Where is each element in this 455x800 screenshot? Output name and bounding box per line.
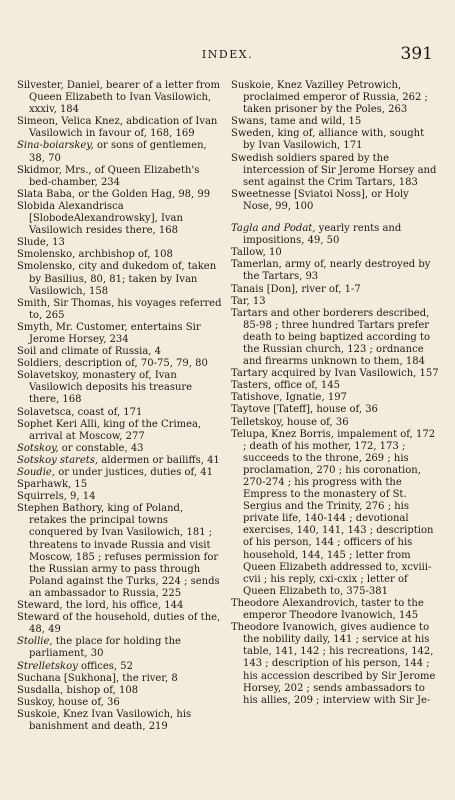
- entry-text: Squirrels, 9, 14: [17, 491, 96, 503]
- index-entry: [17, 685, 222, 697]
- entry-text: Slobida Alexandrisca [SlobodeAlexandrowsky], Ivan Vasilowich resides there, 168: [17, 200, 183, 237]
- entry-text: the place for holding the parliament, 30: [29, 636, 181, 660]
- entry-text: Smolensko, city and dukedom of, taken by Basilius, 80, 81; taken by Ivan Vasilowich, 158: [17, 261, 217, 297]
- entry-text: Swedish soldiers spared by the intercession of Sir Jerome Horsey and sent against the Crim Tartars, 183: [231, 152, 437, 188]
- entry-text: Steward, the lord, his office, 144: [17, 600, 184, 612]
- index-entry: [17, 479, 222, 491]
- index-entry: [17, 600, 222, 612]
- index-entry: [231, 404, 439, 416]
- index-entry: [17, 491, 222, 503]
- italic-term: Soudie,: [17, 467, 56, 478]
- entry-text: Smyth, Mr. Customer, entertains Sir Jerome Horsey, 234: [17, 321, 201, 345]
- entry-text: Theodore Alexandrovich, taster to the emperor Theodore Ivanowich, 145: [231, 597, 424, 622]
- entry-text: Swans, tame and wild, 15: [231, 116, 362, 128]
- entry-text: Tar, 13: [231, 295, 266, 307]
- index-entry: [17, 298, 222, 322]
- index-entry: [17, 467, 222, 479]
- index-entry: [231, 296, 439, 308]
- entry-text: Simeon, Velica Knez, abdication of Ivan Vasilowich in favour of, 168, 169: [17, 116, 218, 140]
- entry-text: Slata Baba, or the Golden Hag, 98, 99: [17, 188, 211, 200]
- index-entry: [231, 259, 439, 283]
- entry-text: Suskoie, Knez Ivan Vasilowich, his banishment and death, 219: [17, 708, 192, 732]
- index-entry: [231, 247, 439, 259]
- index-entry: [17, 709, 222, 733]
- entry-text: Solavetskoy, monastery of, Ivan Vasilowich deposits his treasure there, 168: [17, 370, 193, 406]
- italic-term: Sina-boiarskey,: [17, 140, 94, 152]
- index-entry: [17, 346, 222, 358]
- italic-term: Sotskoy,: [17, 442, 59, 454]
- index-entry: [231, 368, 439, 380]
- running-header: [0, 44, 455, 66]
- entry-text: Tatishove, Ignatie, 197: [231, 392, 347, 404]
- index-entry: [17, 322, 222, 346]
- index-entry: [231, 308, 439, 368]
- index-entry: [17, 419, 222, 443]
- index-entry: [231, 429, 439, 598]
- entry-text: Tanais [Don], river of, 1-7: [231, 283, 361, 295]
- entry-text: Sophet Keri Alli, king of the Crimea, arrival at Moscow, 277: [17, 418, 202, 442]
- entry-text: Skidmor, Mrs., of Queen Elizabeth's bed-chamber, 234: [17, 164, 200, 188]
- entry-text: Tasters, office of, 145: [231, 380, 341, 392]
- index-entry: [17, 237, 222, 249]
- entry-text: Taytove [Tateff], house of, 36: [231, 404, 378, 416]
- entry-text: Tartary acquired by Ivan Vasilowich, 157: [231, 368, 439, 380]
- entry-text: Stephen Bathory, king of Poland, retakes the principal towns conquered by Ivan Vasilowich, 181 ; threatens to invade Russia and visit Moscow, 185 ; refuses permission for the Russian army to pass through Poland against the Turks, 224 ; sends an ambassador to Russia, 225: [17, 503, 220, 599]
- entry-text: Soldiers, description of, 70-75, 79, 80: [17, 358, 208, 370]
- entry-text: Silvester, Daniel, bearer of a letter from Queen Elizabeth to Ivan Vasilowich, xxxiv, 184: [17, 80, 221, 116]
- entry-text: Susdalla, bishop of, 108: [17, 684, 139, 696]
- index-entry: [17, 661, 222, 673]
- entry-text: Smolensko, archbishop of, 108: [17, 249, 173, 261]
- index-entry: [17, 612, 222, 636]
- entry-text: Suchana [Sukhona], the river, 8: [17, 672, 178, 684]
- index-entry: [17, 455, 222, 467]
- entry-text: Sweetnesse [Sviatoi Noss], or Holy Nose, 99, 100: [231, 188, 409, 212]
- italic-term: Tagla and Podat,: [231, 223, 316, 235]
- index-entry: [231, 223, 439, 247]
- entry-text: Suskoy, house of, 36: [17, 696, 120, 708]
- index-entry: [231, 189, 439, 213]
- index-entry: [231, 598, 439, 622]
- italic-term: Sotskoy starets,: [17, 454, 99, 466]
- italic-term: Stollie,: [17, 636, 53, 648]
- left-column: [17, 80, 222, 733]
- index-entry: [231, 284, 439, 296]
- index-entry: [231, 80, 439, 116]
- index-entry: [231, 116, 439, 128]
- index-entry: [17, 358, 222, 370]
- entry-text: Sparhawk, 15: [17, 479, 88, 491]
- entry-text: offices, 52: [77, 660, 133, 672]
- entry-text: or constable, 43: [58, 442, 144, 454]
- index-entry: [17, 201, 222, 237]
- entry-text: Slude, 13: [17, 237, 65, 249]
- italic-term: Strelletskoy: [17, 660, 78, 672]
- index-entry: [17, 443, 222, 455]
- index-entry: [17, 697, 222, 709]
- index-entry: [231, 622, 439, 707]
- entry-text: Tallow, 10: [231, 247, 282, 259]
- index-entry: [17, 80, 222, 116]
- index-entry: [17, 261, 222, 297]
- entry-text: yearly rents and impositions, 49, 50: [243, 223, 402, 247]
- index-entry: [17, 189, 222, 201]
- entry-text: aldermen or bailiffs, 41: [98, 454, 220, 466]
- right-column: [231, 80, 439, 707]
- page-number: 391: [400, 44, 433, 64]
- entry-text: Smith, Sir Thomas, his voyages referred to, 265: [17, 297, 222, 321]
- entry-text: Soil and climate of Russia, 4: [17, 346, 161, 358]
- index-entry: [231, 153, 439, 189]
- index-entry: [17, 636, 222, 660]
- index-entry: [17, 673, 222, 685]
- index-entry: [17, 116, 222, 140]
- index-entry: [231, 417, 439, 429]
- entry-text: Suskoie, Knez Vazilley Petrowich, proclaimed emperor of Russia, 262 ; taken prisoner by the Poles, 263: [231, 80, 428, 116]
- entry-text: Solavetsca, coast of, 171: [17, 406, 143, 418]
- index-entry: [231, 392, 439, 404]
- index-entry: [17, 165, 222, 189]
- header-title: INDEX.: [201, 48, 254, 61]
- index-entry: [17, 140, 222, 164]
- index-entry: [231, 128, 439, 152]
- entry-text: Telupa, Knez Borris, impalement of, 172 ; death of his mother, 172, 173 ; succeeds to the throne, 269 ; his proclamation, 270 ; his coronation, 270-274 ; his progress with the Empress to the monastery of St. Sergius and the Trinity, 276 ; his private life, 140-144 ; devotional exercises, 140, 141, 143 ; description of his person, 144 ; officers of his household, 144, 145 ; letter from Queen Elizabeth addressed to, xcviii-cvii ; his reply, cxi-cxix ; letter of Queen Elizabeth to, 375-381: [231, 428, 436, 597]
- entry-text: or under justices, duties of, 41: [55, 467, 213, 478]
- index-entry: [17, 370, 222, 406]
- index-entry: [17, 407, 222, 419]
- entry-text: Steward of the household, duties of the, 48, 49: [17, 612, 221, 636]
- entry-text: Tamerlan, army of, nearly destroyed by the Tartars, 93: [231, 259, 431, 283]
- entry-text: Telletskoy, house of, 36: [231, 416, 349, 428]
- entry-text: Tartars and other borderers described, 85-98 ; three hundred Tartars prefer death to being baptized according to the Russian church, 123 ; ordnance and firearms unknown to them, 184: [231, 307, 431, 368]
- index-entry: [17, 503, 222, 600]
- entry-text: Theodore Ivanowich, gives audience to the nobility daily, 141 ; service at his table, 141, 142 ; his recreations, 142, 143 ; description of his person, 144 ; his accession described by Sir Jerome Horsey, 202 ; sends ambassadors to his allies, 209 ; interview with Sir Je-: [231, 622, 436, 706]
- entry-text: or sons of gentlemen, 38, 70: [29, 140, 207, 164]
- entry-text: Sweden, king of, alliance with, sought by Ivan Vasilowich, 171: [231, 128, 425, 152]
- index-entry: [231, 380, 439, 392]
- index-entry: [17, 249, 222, 261]
